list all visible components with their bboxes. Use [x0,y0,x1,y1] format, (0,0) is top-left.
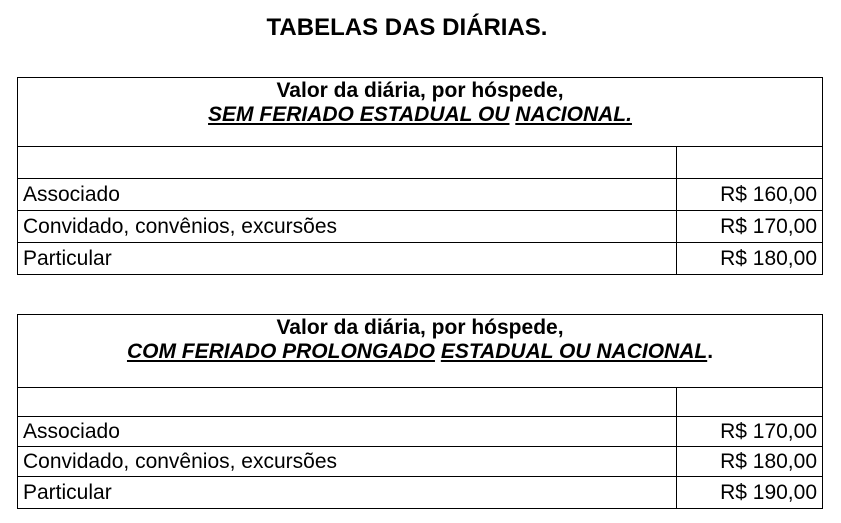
blank-cell [18,147,677,179]
table-row-price: R$ 170,00 [677,211,823,243]
table-row-price: R$ 170,00 [677,417,823,447]
blank-cell [18,388,677,417]
table-row-price: R$ 180,00 [677,243,823,275]
table-heading [18,315,823,388]
page-title: TABELAS DAS DIÁRIAS. [266,14,548,41]
table-heading-condition: COM FERIADO PROLONGADO [126,340,435,363]
table-row-category: Associado [18,179,677,211]
table-row-category: Particular [18,477,677,509]
table-heading-line1: Valor da diária, por hóspede, [276,79,564,102]
table-heading-condition: SEM FERIADO ESTADUAL OU [208,103,510,126]
table-row-category: Particular [18,243,677,275]
table-row-price: R$ 160,00 [677,179,823,211]
blank-cell [677,388,823,417]
table-row-category: Associado [18,417,677,447]
table-heading-line2 [23,340,817,364]
table-row-price: R$ 180,00 [677,447,823,477]
table-heading-line2 [23,103,817,127]
table-heading-line1: Valor da diária, por hóspede, [276,316,564,339]
table-row-category: Convidado, convênios, excursões [18,211,677,243]
table-row-price: R$ 190,00 [677,477,823,509]
table-heading-scope: ESTADUAL OU NACIONAL [440,340,708,363]
table-row-category: Convidado, convênios, excursões [18,447,677,477]
blank-cell [677,147,823,179]
table-heading-suffix: . [707,340,714,363]
table-heading-scope: NACIONAL. [515,103,632,126]
rate-table-with-holiday [17,314,823,509]
rate-table-without-holiday [17,77,823,275]
table-heading [18,78,823,147]
